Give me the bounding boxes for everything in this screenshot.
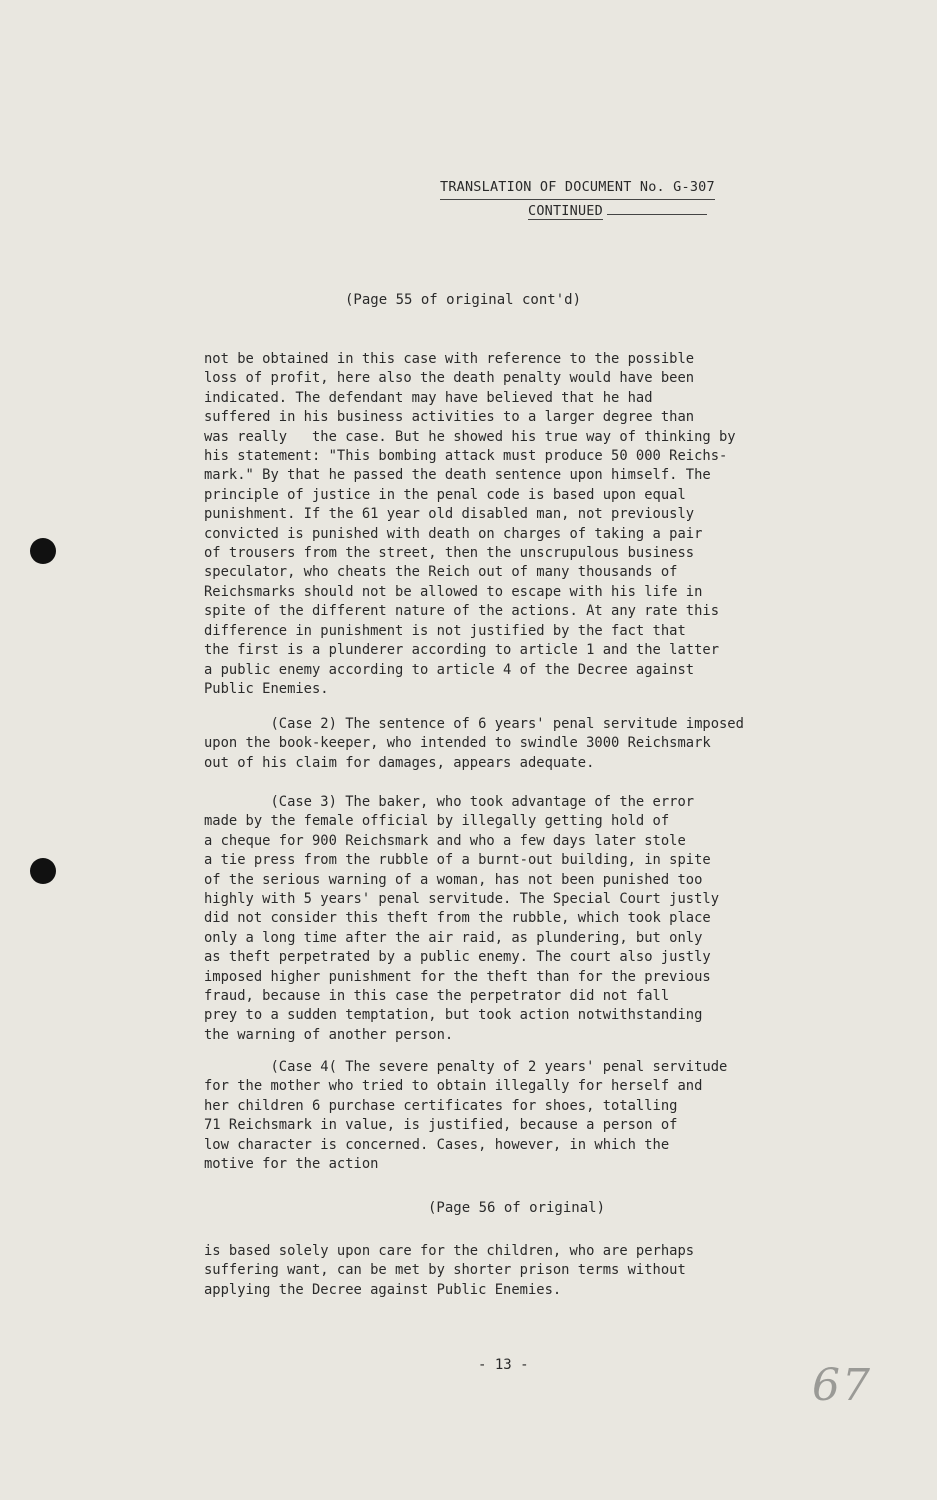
- page-reference-55: (Page 55 of original cont'd): [345, 292, 582, 308]
- page-number: - 13 -: [478, 1357, 529, 1373]
- header-continued: [440, 200, 715, 222]
- header-rule: [607, 214, 707, 215]
- paragraph-page-56: is based solely upon care for the children, who are perhaps suffering want, can be met by shorter prison terms without applying the Decree against Public Enemies.: [204, 1243, 695, 1298]
- header-subtitle: CONTINUED: [528, 203, 603, 219]
- handwritten-page-number: 67: [812, 1360, 872, 1411]
- paragraph-case-2: (Case 2) The sentence of 6 years' penal servitude imposed upon the book-keeper, who intended to swindle 3000 Reichsmark out of his claim for damages, appears adequate.: [204, 716, 744, 771]
- punch-hole: [30, 858, 56, 884]
- paragraph-continued: not be obtained in this case with reference to the possible loss of profit, here also the death penalty would have been indicated. The defendant may have believed that he had suffered in his business activities to a larger degree than was really the case. But he showed his true way of thinking by his statement: "This bombing attack must produce 50 000 Reichs- mark." By that he passed the death sentence upon himself. The principle of justice in the penal code is based upon equal punishment. If the 61 year old disabled man, not previously convicted is punished with death on charges of taking a pair of trousers from the street, then the unscrupulous business speculator, who cheats the Reich out of many thousands of Reichsmarks should not be allowed to escape with his life in spite of the different nature of the actions. At any rate this difference in punishment is not justified by the fact that the first is a plunderer according to article 1 and the latter a public enemy according to article 4 of the Decree against Public Enemies.: [204, 351, 736, 697]
- page-reference-56: (Page 56 of original): [428, 1200, 606, 1216]
- paragraph-case-3: (Case 3) The baker, who took advantage of the error made by the female official by illegally getting hold of a cheque for 900 Reichsmark and who a few days later stole a tie press from the rubble of a burnt-out building, in spite of the serious warning of a woman, has not been punished too highly with 5 years' penal servitude. The Special Court justly did not consider this theft from the rubble, which took place only a long time after the air raid, as plundering, but only as theft perpetrated by a public enemy. The court also justly imposed higher punishment for the theft than for the previous fraud, because in this case the perpetrator did not fall prey to a sudden temptation, but took action notwithstanding the warning of another person.: [204, 794, 719, 1043]
- punch-hole: [30, 538, 56, 564]
- header-title: TRANSLATION OF DOCUMENT No. G-307: [440, 176, 715, 200]
- document-header: [440, 176, 715, 222]
- paragraph-case-4: (Case 4( The severe penalty of 2 years' penal servitude for the mother who tried to obtain illegally for herself and her children 6 purchase certificates for shoes, totalling 71 Reichsmark in value, is justified, because a person of low character is concerned. Cases, however, in which the motive for the action: [204, 1059, 728, 1173]
